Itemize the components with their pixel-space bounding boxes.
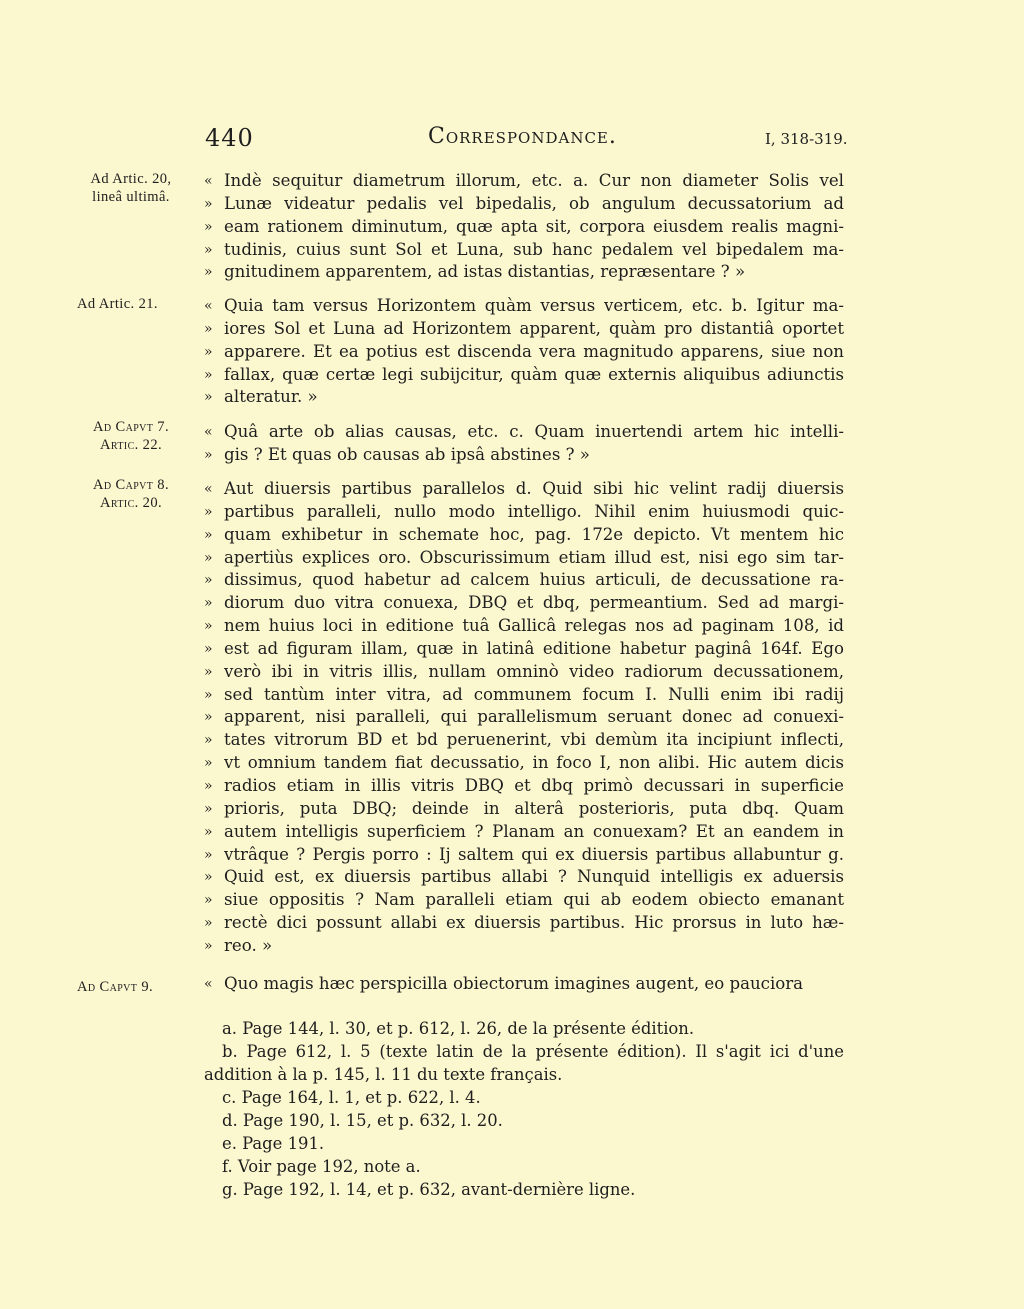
text-line: [204, 421, 844, 444]
text-line: [204, 569, 844, 592]
text-line: [204, 615, 844, 638]
margin-note: [77, 295, 195, 313]
paragraph: [204, 478, 844, 958]
quote-mark: »: [204, 640, 213, 657]
text-line: [204, 547, 844, 570]
quote-mark: »: [204, 663, 213, 680]
line-text: vt omnium tandem fiat decussatio, in foco I, non alibi. Hic autem dicis: [224, 753, 844, 773]
margin-note: [72, 170, 190, 206]
line-text: partibus paralleli, nullo modo intelligo. Nihil enim huiusmodi quic-: [224, 501, 844, 521]
footnote: f. Voir page 192, note a.: [222, 1157, 421, 1176]
quote-mark: »: [204, 709, 213, 726]
line-text: iores Sol et Luna ad Horizontem apparent, quàm pro distantiâ oportet: [224, 318, 844, 338]
quote-mark: »: [204, 320, 213, 337]
line-text: sed tantùm inter vitra, ad communem focum I. Nulli enim ibi radij: [224, 684, 844, 704]
quote-mark: »: [204, 195, 213, 212]
quote-mark: »: [204, 800, 213, 817]
text-line: [204, 261, 844, 284]
line-text: reo. »: [224, 935, 273, 955]
line-text: radios etiam in illis vitris DBQ et dbq primò decussari in superficie: [224, 775, 844, 795]
text-line: [204, 478, 844, 501]
paragraph: [204, 973, 844, 996]
text-line: [204, 592, 844, 615]
line-text: autem intelligis superficiem ? Planam an conuexam? Et an eandem in: [224, 821, 844, 841]
text-line: [204, 501, 844, 524]
line-text: apertiùs explices oro. Obscurissimum etiam illud est, nisi ego sim tar-: [224, 547, 844, 567]
line-text: est ad figuram illam, quæ in latinâ editione habetur paginâ 164f. Ego: [224, 638, 844, 658]
quote-mark: »: [204, 732, 213, 749]
line-text: Aut diuersis partibus parallelos d. Quid sibi hic velint radij diuersis: [224, 479, 844, 498]
margin-note-line: Ad Capvt 8.: [92, 477, 169, 493]
margin-note-line: Ad Capvt 7.: [92, 419, 169, 435]
text-line: [204, 973, 844, 996]
margin-note-line: Ad Artic. 21.: [77, 296, 158, 312]
line-text: apparent, nisi paralleli, qui parallelismum seruant donec ad conuexi-: [224, 707, 844, 727]
quote-mark: »: [204, 869, 213, 886]
paragraph: [204, 421, 844, 467]
text-line: [204, 729, 844, 752]
line-text: Quid est, ex diuersis partibus allabi ? Nunquid intelligis ex aduersis: [224, 867, 844, 887]
text-line: [204, 775, 844, 798]
line-text: fallax, quæ certæ legi subijcitur, quàm quæ externis aliquibus adiunctis: [224, 364, 844, 384]
line-text: Indè sequitur diametrum illorum, etc. a. Cur non diameter Solis vel: [224, 171, 844, 190]
text-line: [204, 341, 844, 364]
line-text: diorum duo vitra conuexa, DBQ et dbq, permeantium. Sed ad margi-: [224, 593, 844, 613]
margin-note-line: Artic. 20.: [99, 495, 163, 511]
paragraph: [204, 170, 844, 284]
text-line: [204, 193, 844, 216]
line-text: tudinis, cuius sunt Sol et Luna, sub hanc pedalem vel bipedalem ma-: [224, 239, 844, 259]
quote-mark: »: [204, 241, 213, 258]
page-header: [0, 124, 1024, 154]
quote-mark: »: [204, 389, 213, 406]
text-line: [204, 638, 844, 661]
margin-note: [77, 978, 195, 996]
footnotes: [204, 1017, 844, 1201]
quote-mark: »: [204, 218, 213, 235]
quote-mark: »: [204, 823, 213, 840]
text-line: [204, 216, 844, 239]
line-text: alteratur. »: [224, 387, 318, 407]
quote-mark: »: [204, 777, 213, 794]
text-line: [204, 912, 844, 935]
text-line: [204, 798, 844, 821]
line-text: Lunæ videatur pedalis vel bipedalis, ob angulum decussatorium ad: [224, 193, 844, 213]
line-text: eam rationem diminutum, quæ apta sit, corpora eiusdem realis magni-: [224, 216, 844, 236]
text-line: [204, 866, 844, 889]
line-text: siue oppositis ? Nam paralleli etiam qui ab eodem obiecto emanant: [224, 890, 844, 910]
text-line: [204, 170, 844, 193]
quote-mark: »: [204, 503, 213, 520]
line-text: gis ? Et quas ob causas ab ipsâ abstines ? »: [224, 444, 590, 464]
line-text: nem huius loci in editione tuâ Gallicâ relegas nos ad paginam 108, id: [224, 616, 844, 636]
margin-note-line: Artic. 22.: [99, 437, 163, 453]
quote-mark: »: [204, 446, 213, 463]
page-title: Correspondance.: [428, 124, 617, 149]
text-line: [204, 295, 844, 318]
line-text: quam exhibetur in schemate hoc, pag. 172e depicto. Vt mentem hic: [224, 524, 844, 544]
quote-mark: »: [204, 892, 213, 909]
line-text: Quâ arte ob alias causas, etc. c. Quam inuertendi artem hic intelli-: [224, 422, 844, 441]
quote-mark: »: [204, 343, 213, 360]
text-line: [204, 889, 844, 912]
margin-note-line: Ad Artic. 20,: [90, 171, 172, 187]
quote-mark: »: [204, 937, 213, 954]
page-number: 440: [205, 124, 254, 152]
quote-mark: »: [204, 915, 213, 932]
quote-mark: »: [204, 366, 213, 383]
line-text: prioris, puta DBQ; deinde in alterâ posterioris, puta dbq. Quam: [224, 798, 844, 818]
text-line: [204, 706, 844, 729]
text-line: [204, 386, 844, 409]
quote-mark: «: [204, 481, 213, 497]
text-line: [204, 684, 844, 707]
quote-mark: »: [204, 572, 213, 589]
footnote: b. Page 612, l. 5 (texte latin de la présente édition). Il s'agit ici d'une: [222, 1042, 844, 1061]
quote-mark: «: [204, 173, 213, 189]
quote-mark: »: [204, 755, 213, 772]
footnote: e. Page 191.: [222, 1134, 325, 1153]
quote-mark: »: [204, 526, 213, 543]
text-line: [204, 821, 844, 844]
margin-note-line: lineâ ultimâ.: [92, 189, 170, 205]
quote-mark: »: [204, 264, 213, 281]
text-line: [204, 318, 844, 341]
margin-note-line: Ad Capvt 9.: [77, 979, 154, 995]
line-text: dissimus, quod habetur ad calcem huius articuli, de decussatione ra-: [224, 570, 844, 590]
footnote: g. Page 192, l. 14, et p. 632, avant-dernière ligne.: [222, 1180, 636, 1199]
footnote: a. Page 144, l. 30, et p. 612, l. 26, de la présente édition.: [222, 1019, 695, 1038]
margin-note: [72, 476, 190, 512]
line-text: Quia tam versus Horizontem quàm versus verticem, etc. b. Igitur ma-: [224, 296, 844, 315]
text-line: [204, 752, 844, 775]
paragraph: [204, 295, 844, 409]
line-text: gnitudinem apparentem, ad istas distantias, repræsentare ? »: [224, 262, 746, 282]
line-text: rectè dici possunt allabi ex diuersis partibus. Hic prorsus in luto hæ-: [224, 913, 844, 933]
quote-mark: »: [204, 549, 213, 566]
text-line: [204, 661, 844, 684]
text-line: [204, 444, 844, 467]
quote-mark: »: [204, 595, 213, 612]
text-line: [204, 239, 844, 262]
line-text: Quo magis hæc perspicilla obiectorum imagines augent, eo pauciora: [224, 974, 804, 993]
line-text: apparere. Et ea potius est discenda vera magnitudo apparens, siue non: [224, 341, 844, 361]
footnote: d. Page 190, l. 15, et p. 632, l. 20.: [222, 1111, 503, 1130]
margin-note: [72, 418, 190, 454]
text-line: [204, 935, 844, 958]
quote-mark: «: [204, 976, 213, 992]
quote-mark: »: [204, 846, 213, 863]
line-text: verò ibi in vitris illis, nullam omninò video radiorum decussationem,: [224, 661, 844, 681]
footnote: c. Page 164, l. 1, et p. 622, l. 4.: [222, 1088, 481, 1107]
text-line: [204, 524, 844, 547]
text-line: [204, 364, 844, 387]
quote-mark: »: [204, 686, 213, 703]
page-reference: I, 318-319.: [765, 130, 848, 148]
quote-mark: «: [204, 424, 213, 440]
quote-mark: »: [204, 618, 213, 635]
line-text: vtrâque ? Pergis porro : Ij saltem qui ex diuersis partibus allabuntur g.: [224, 844, 844, 864]
footnote: addition à la p. 145, l. 11 du texte français.: [204, 1065, 563, 1084]
text-line: [204, 844, 844, 867]
line-text: tates vitrorum BD et bd peruenerint, vbi demùm ita incipiunt inflecti,: [224, 730, 844, 750]
quote-mark: «: [204, 298, 213, 314]
